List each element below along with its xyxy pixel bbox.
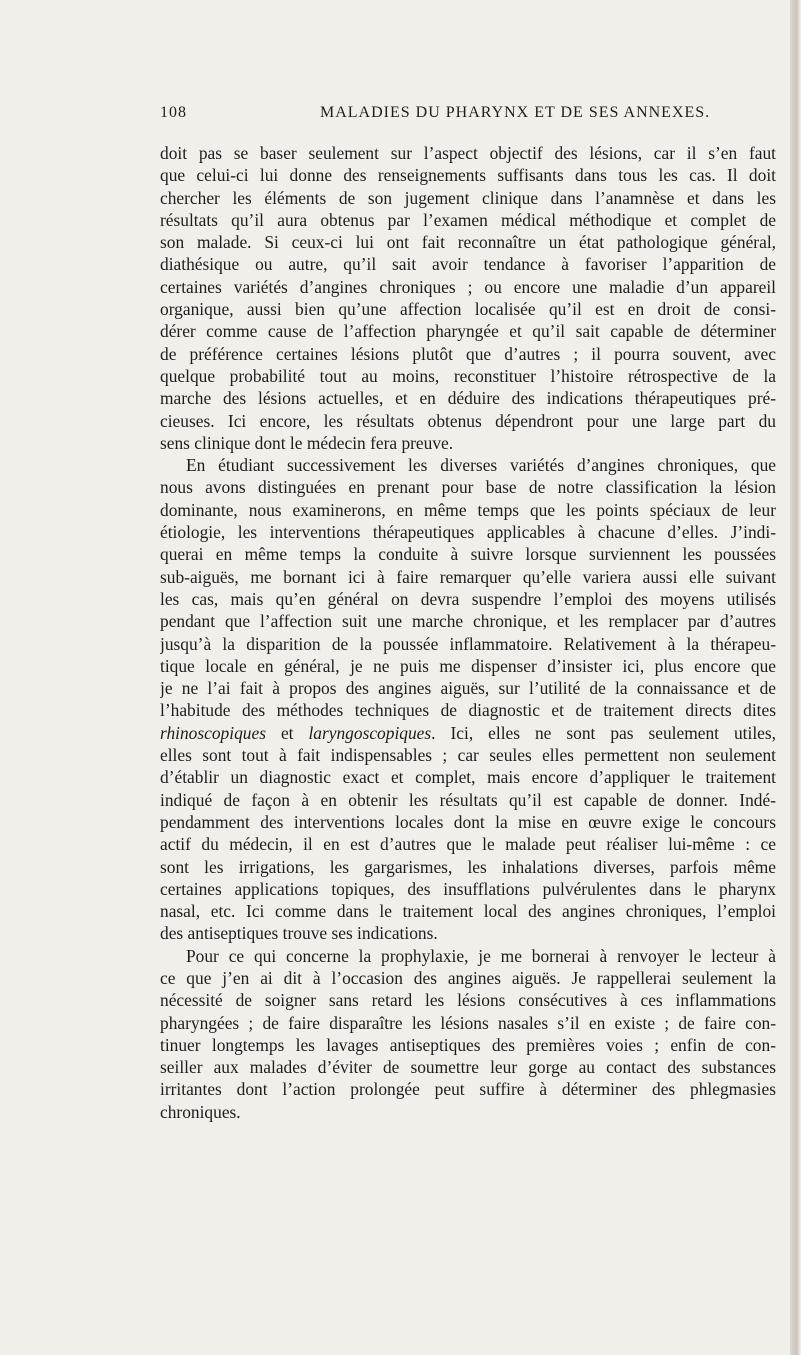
text-line: nécessité de soigner sans retard les lésions consécutives à ces inflammations	[160, 990, 776, 1011]
text-line: les cas, mais qu’en général on devra suspendre l’emploi des moyens utilisés	[160, 588, 776, 609]
text-line: l’habitude des méthodes techniques de diagnostic et de traitement directs dites	[160, 700, 776, 721]
text-line: indiqué de façon à en obtenir les résultats qu’il est capable de donner. Indé-	[160, 789, 776, 810]
text-segment: . Ici, elles ne sont pas seulement utiles,	[431, 722, 776, 743]
page-number: 108	[160, 104, 187, 121]
text-line: chroniques.	[160, 1101, 241, 1122]
text-line: sub-aiguës, me bornant ici à faire remarquer qu’elle variera aussi elle suivant	[160, 566, 776, 587]
text-line: étiologie, les interventions thérapeutiques applicables à chacune d’elles. J’indi-	[160, 522, 776, 543]
text-line: son malade. Si ceux-ci lui ont fait reconnaître un état pathologique général,	[160, 232, 776, 253]
text-line: de préférence certaines lésions plutôt que d’autres ; il pourra souvent, avec	[160, 343, 776, 364]
text-line: cieuses. Ici encore, les résultats obtenus dépendront pour une large part du	[160, 410, 776, 431]
text-line: En étudiant successivement les diverses variétés d’angines chroniques, que	[186, 455, 776, 476]
running-title: MALADIES DU PHARYNX ET DE SES ANNEXES.	[320, 104, 711, 121]
italic-term: laryngoscopiques	[308, 722, 432, 743]
text-segment: et	[265, 722, 309, 743]
text-line: d’établir un diagnostic exact et complet, mais encore d’appliquer le traitement	[160, 767, 776, 788]
text-line: sens clinique dont le médecin fera preuve.	[160, 432, 454, 453]
text-line: doit pas se baser seulement sur l’aspect objectif des lésions, car il s’en faut	[160, 143, 776, 163]
text-line: irritantes dont l’action prolongée peut suffire à déterminer des phlegmasies	[160, 1079, 776, 1100]
text-line: seiller aux malades d’éviter de soumettre leur gorge au contact des substances	[160, 1057, 776, 1078]
text-line: quelque probabilité tout au moins, reconstituer l’histoire rétrospective de la	[160, 365, 776, 386]
text-line	[160, 722, 776, 744]
text-line: certaines variétés d’angines chroniques ; ou encore une maladie d’un appareil	[160, 276, 776, 297]
text-line: nasal, etc. Ici comme dans le traitement local des angines chroniques, l’emploi	[160, 901, 776, 922]
text-line: chercher les éléments de son jugement clinique dans l’anamnèse et dans les	[160, 187, 776, 208]
text-line: sont les irrigations, les gargarismes, les inhalations diverses, parfois même	[160, 856, 776, 877]
text-line: pendant que l’affection suit une marche chronique, et les remplacer par d’autres	[160, 611, 776, 632]
text-line: marche des lésions actuelles, et en déduire des indications thérapeutiques pré-	[160, 388, 776, 409]
text-line: tique locale en général, je ne puis me dispenser d’insister ici, plus encore que	[160, 655, 776, 676]
text-line: que celui-ci lui donne des renseignements suffisants dans tous les cas. Il doit	[160, 165, 776, 186]
text-line: jusqu’à la disparition de la poussée inflammatoire. Relativement à la thérapeu-	[160, 633, 776, 654]
text-line: résultats qu’il aura obtenus par l’examen médical méthodique et complet de	[160, 209, 776, 230]
page-edge-shadow	[790, 0, 801, 1355]
text-line: ce que j’en ai dit à l’occasion des angines aiguës. Je rappellerai seulement la	[160, 967, 776, 988]
text-line: certaines applications topiques, des insufflations pulvérulentes dans le pharynx	[160, 878, 776, 899]
text-line: des antiseptiques trouve ses indications.	[160, 923, 438, 944]
page-header	[160, 104, 800, 126]
text-line: dérer comme cause de l’affection pharyngée et qu’il sait capable de déterminer	[160, 321, 776, 342]
text-line: dominante, nous examinerons, en même temps que les points spéciaux de leur	[160, 499, 776, 520]
text-line: organique, aussi bien qu’une affection localisée qu’il est en droit de consi-	[160, 299, 776, 320]
text-line: Pour ce qui concerne la prophylaxie, je me bornerai à renvoyer le lecteur à	[186, 945, 776, 966]
text-line: elles sont tout à fait indispensables ; car seules elles permettent non seulement	[160, 745, 776, 766]
text-line: querai en même temps la conduite à suivre lorsque surviennent les poussées	[160, 544, 776, 565]
text-line: diathésique ou autre, qu’il sait avoir tendance à favoriser l’apparition de	[160, 254, 776, 275]
text-line: tinuer longtemps les lavages antiseptiques des premières voies ; enfin de con-	[160, 1034, 776, 1055]
text-line: pendamment des interventions locales dont la mise en œuvre exige le concours	[160, 811, 776, 832]
text-line: je ne l’ai fait à propos des angines aiguës, sur l’utilité de la connaissance et de	[160, 678, 776, 699]
body-text	[160, 142, 776, 1123]
text-line: pharyngées ; de faire disparaître les lésions nasales s’il en existe ; de faire con-	[160, 1012, 776, 1033]
text-line: actif du médecin, il en est d’autres que le malade peut réaliser lui-même : ce	[160, 834, 776, 855]
italic-term: rhinoscopiques	[160, 722, 266, 743]
text-line: nous avons distinguées en prenant pour base de notre classification la lésion	[160, 477, 776, 498]
